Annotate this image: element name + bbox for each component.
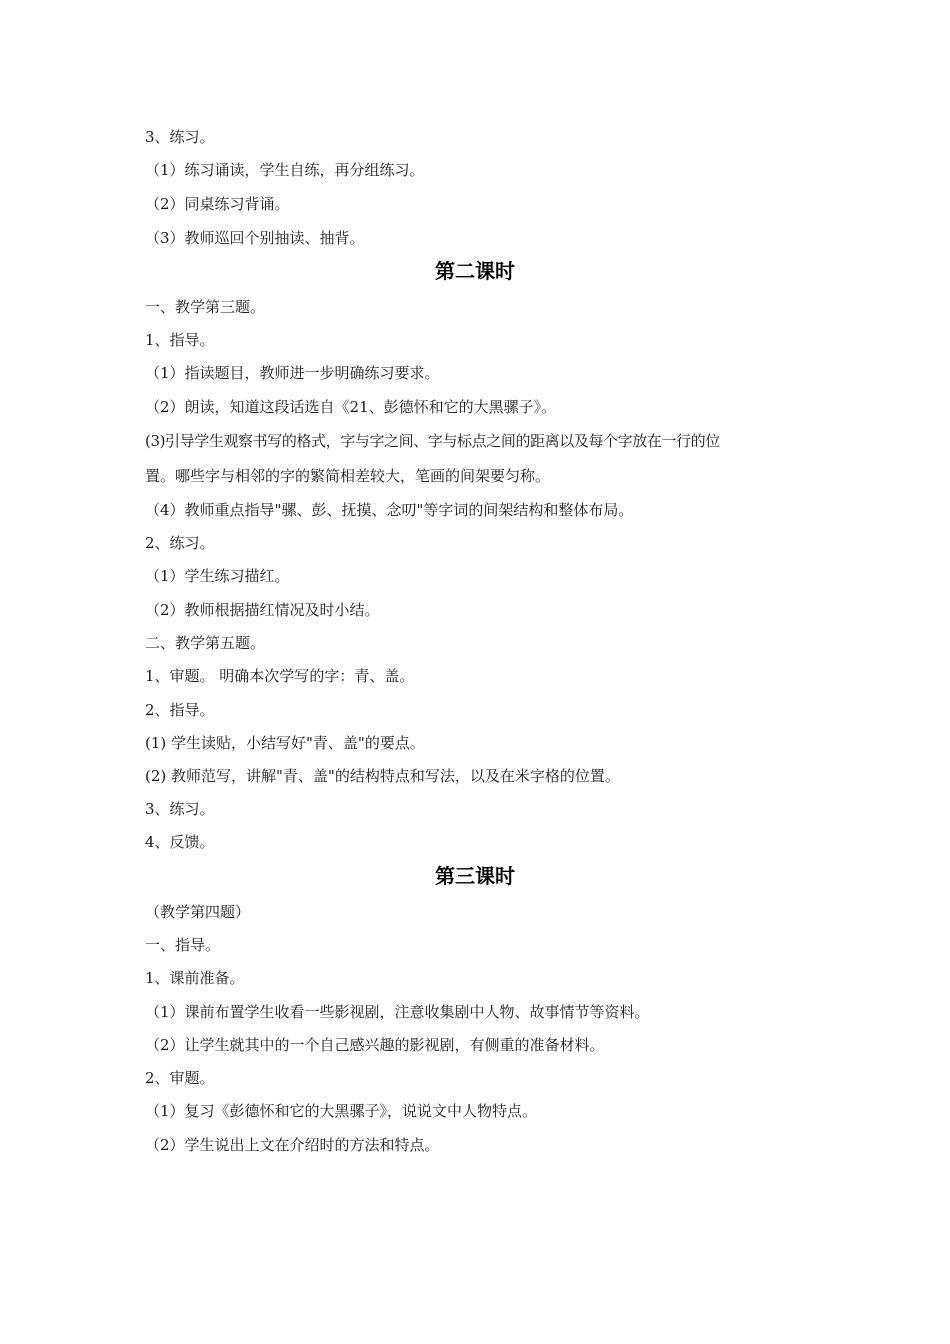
text-line: 2、指导。 xyxy=(145,701,215,719)
text-line: 二、教学第五题。 xyxy=(145,634,266,652)
text-line: （1）指读题目，教师进一步明确练习要求。 xyxy=(145,364,440,382)
text-line: （2）让学生就其中的一个自己感兴趣的影视剧，有侧重的准备材料。 xyxy=(145,1036,605,1054)
text-line: （3）教师巡回个别抽读、抽背。 xyxy=(145,229,365,247)
text-line: (1) 学生读贴，小结写好"青、盖"的要点。 xyxy=(145,734,425,752)
text-line: （1）课前布置学生收看一些影视剧，注意收集剧中人物、故事情节等资料。 xyxy=(145,1003,650,1021)
text-line: 1、指导。 xyxy=(145,331,215,349)
section-heading: 第三课时 xyxy=(435,864,515,888)
text-line: (2) 教师范写，讲解"青、盖"的结构特点和写法，以及在米字格的位置。 xyxy=(145,767,620,785)
text-line: （4）教师重点指导"骡、彭、抚摸、念叨"等字词的间架结构和整体布局。 xyxy=(145,501,634,519)
text-line: 3、练习。 xyxy=(145,800,215,818)
text-line: （2）教师根据描红情况及时小结。 xyxy=(145,601,380,619)
text-line: （1）复习《彭德怀和它的大黑骡子》，说说文中人物特点。 xyxy=(145,1102,538,1120)
text-line: 1、审题。 明确本次学写的字：青、盖。 xyxy=(145,667,415,685)
text-line: （2）朗读，知道这段话选自《21、彭德怀和它的大黑骡子》。 xyxy=(145,398,557,416)
text-line: （1）学生练习描红。 xyxy=(145,567,290,585)
text-line: (3)引导学生观察书写的格式，字与字之间、字与标点之间的距离以及每个字放在一行的位 xyxy=(145,432,720,450)
text-line: （2）同桌练习背诵。 xyxy=(145,195,290,213)
section-heading: 第二课时 xyxy=(435,259,515,283)
text-line: 1、课前准备。 xyxy=(145,969,245,987)
text-line: 置。哪些字与相邻的字的繁简相差较大，笔画的间架要匀称。 xyxy=(145,467,551,485)
text-line: 一、教学第三题。 xyxy=(145,298,266,316)
text-line: （1）练习诵读，学生自练，再分组练习。 xyxy=(145,161,425,179)
text-line: 4、反馈。 xyxy=(145,833,215,851)
text-line: 2、审题。 xyxy=(145,1069,215,1087)
text-line: 3、练习。 xyxy=(145,128,215,146)
text-line: （2）学生说出上文在介绍时的方法和特点。 xyxy=(145,1136,440,1154)
text-line: （教学第四题） xyxy=(145,903,251,921)
text-line: 一、指导。 xyxy=(145,936,221,954)
text-line: 2、练习。 xyxy=(145,534,215,552)
